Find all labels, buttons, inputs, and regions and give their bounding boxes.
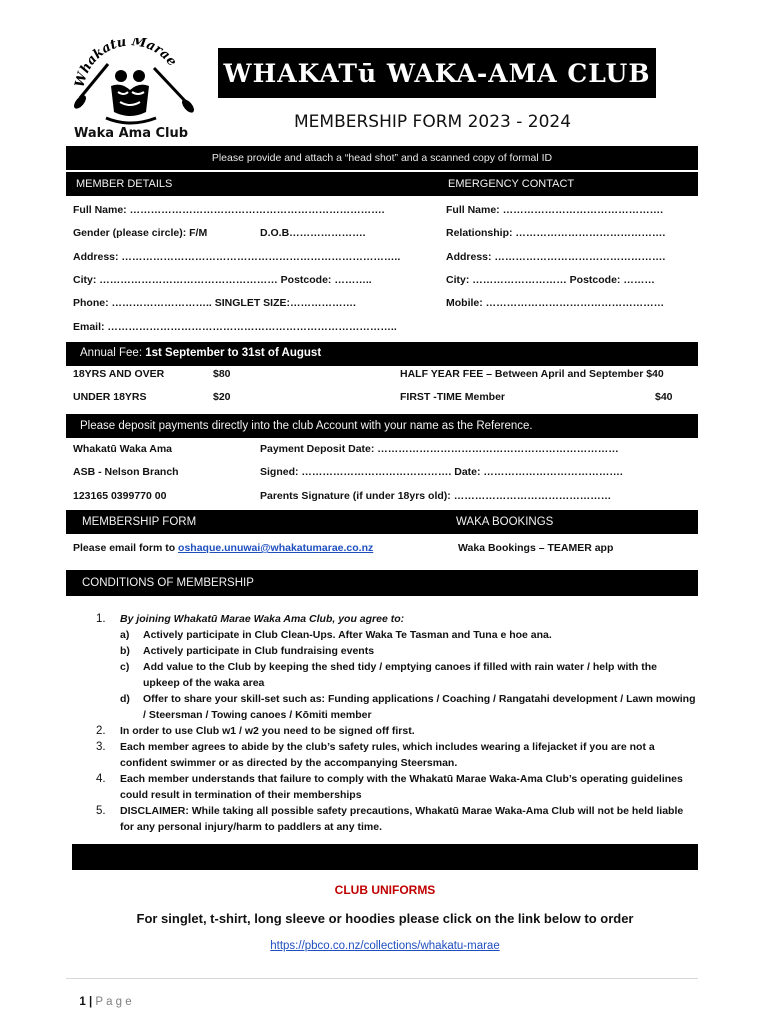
- membership-bar: [66, 510, 698, 534]
- payment-deposit-date-field[interactable]: Payment Deposit Date: ……………………………………………………………: [260, 443, 619, 455]
- condition-number: 1.: [96, 613, 106, 625]
- condition-text: Each member understands that failure to comply with the Whakatū Marae Waka-Ama Club’s operating guidelines could result in termination of their memberships: [120, 773, 683, 801]
- member-address-field[interactable]: Address: ……………………………………………………………………..: [73, 251, 401, 263]
- waka-ama-logo-icon: [66, 38, 196, 130]
- club-title-box: [218, 48, 656, 98]
- bank-branch: ASB - Nelson Branch: [73, 466, 179, 478]
- bank-account-number: 123165 0399770 00: [73, 490, 167, 502]
- member-details-heading: MEMBER DETAILS: [76, 178, 173, 190]
- footer-rule: [66, 978, 698, 979]
- form-title: MEMBERSHIP FORM 2023 - 2024: [294, 112, 572, 132]
- member-phone-field[interactable]: Phone: ……………………….. SINGLET SIZE:……………….: [73, 297, 356, 309]
- condition-1a: [96, 627, 696, 643]
- membership-form-heading: MEMBERSHIP FORM: [82, 516, 197, 528]
- condition-1d: [96, 691, 696, 723]
- uniforms-text: For singlet, t-shirt, long sleeve or hoodies please click on the link below to order: [136, 911, 634, 926]
- condition-letter: b): [120, 645, 130, 657]
- condition-text: Add value to the Club by keeping the shed tidy / emptying canoes if filled with rain water / help with the upkeep of the waka area: [143, 661, 657, 689]
- uniforms-heading: CLUB UNIFORMS: [334, 883, 436, 897]
- condition-text: Actively participate in Club fundraising events: [143, 645, 375, 657]
- annual-fee-bar: [66, 342, 698, 366]
- page-word: P a g e: [95, 996, 132, 1008]
- separator-bar: [72, 844, 698, 870]
- fee-first-time-amount: $40: [655, 391, 673, 403]
- condition-number: 5.: [96, 805, 106, 817]
- fee-adult-amount: $80: [213, 368, 231, 380]
- condition-number: 3.: [96, 741, 106, 753]
- condition-text: Each member agrees to abide by the club’s safety rules, which includes wearing a lifejacket if you are not a confident swimmer or as directed by the accompanying Steersman.: [120, 741, 655, 769]
- condition-text: By joining Whakatū Marae Waka Ama Club, you agree to:: [120, 613, 405, 625]
- fee-half-year: HALF YEAR FEE – Between April and September $40: [400, 368, 664, 380]
- emergency-mobile-field[interactable]: Mobile: ……………………………………………: [446, 297, 665, 309]
- condition-text: DISCLAIMER: While taking all possible safety precautions, Whakatū Marae Waka-Ama Club will not be held liable for any personal injury/harm to paddlers at any time.: [120, 805, 684, 833]
- membership-email-line: [73, 542, 373, 554]
- intro-bar: [66, 146, 698, 170]
- condition-letter: a): [120, 629, 130, 641]
- logo-arc-text: Whakatū Marae: [72, 38, 180, 90]
- uniforms-link[interactable]: https://pbco.co.nz/collections/whakatu-marae: [270, 940, 500, 952]
- member-gender-field[interactable]: Gender (please circle): F/M: [73, 227, 208, 239]
- conditions-heading: CONDITIONS OF MEMBERSHIP: [82, 577, 254, 589]
- svg-text:Whakatū Marae: [73, 38, 180, 89]
- membership-email-link[interactable]: oshaque.unuwai@whakatumarae.co.nz: [178, 542, 374, 554]
- parents-signature-field[interactable]: Parents Signature (if under 18yrs old): ………………………………………: [260, 490, 612, 502]
- annual-fee-period: 1st September to 31st of August: [145, 347, 322, 359]
- logo-subtitle: Waka Ama Club: [74, 126, 189, 141]
- member-email-field[interactable]: Email: ………………………………………………………………………..: [73, 321, 397, 333]
- deposit-text: Please deposit payments directly into the club Account with your name as the Reference.: [80, 420, 533, 432]
- condition-number: 4.: [96, 773, 106, 785]
- condition-text: In order to use Club w1 / w2 you need to be signed off first.: [120, 725, 415, 737]
- emergency-address-field[interactable]: Address: ………………………………………….: [446, 251, 666, 263]
- condition-letter: c): [120, 661, 130, 673]
- page-separator: |: [85, 996, 96, 1008]
- conditions-list: [96, 611, 696, 835]
- intro-text: Please provide and attach a “head shot” and a scanned copy of formal ID: [211, 152, 553, 164]
- condition-4: [96, 771, 696, 803]
- waka-bookings-heading: WAKA BOOKINGS: [456, 516, 554, 528]
- emergency-full-name-field[interactable]: Full Name: ……………………………………….: [446, 204, 664, 216]
- deposit-bar: [66, 414, 698, 438]
- condition-1: [96, 611, 696, 627]
- member-city-field[interactable]: City: …………………………………………… Postcode: ………..: [73, 274, 372, 286]
- signed-date-field[interactable]: Signed: ……………………………………. Date: ………………………………….: [260, 466, 623, 478]
- emergency-city-field[interactable]: City: ……………………… Postcode: ………: [446, 274, 655, 286]
- page-number: 1: [79, 996, 86, 1008]
- member-dob-field[interactable]: D.O.B………………….: [260, 227, 366, 239]
- condition-2: [96, 723, 696, 739]
- fee-first-time-label: FIRST -TIME Member: [400, 391, 506, 403]
- details-bar: [66, 172, 698, 196]
- club-logo: [66, 38, 196, 130]
- condition-number: 2.: [96, 725, 106, 737]
- condition-5: [96, 803, 696, 835]
- bank-account-name: Whakatū Waka Ama: [73, 443, 172, 455]
- condition-text: Offer to share your skill-set such as: Funding applications / Coaching / Rangatahi development / Lawn mowing / Steersman / Towing canoes / Kōmiti member: [143, 693, 696, 721]
- club-title: WHAKATū WAKA-AMA CLUB: [223, 59, 651, 88]
- conditions-bar: [66, 570, 698, 596]
- emergency-contact-heading: EMERGENCY CONTACT: [448, 178, 575, 190]
- page-footer: [73, 984, 132, 1008]
- condition-1c: [96, 659, 696, 691]
- fee-youth-label: UNDER 18YRS: [73, 391, 147, 403]
- condition-letter: d): [120, 693, 130, 705]
- annual-fee-prefix: Annual Fee:: [80, 347, 146, 359]
- fee-youth-amount: $20: [213, 391, 231, 403]
- condition-3: [96, 739, 696, 771]
- uniforms-link-wrap: [0, 940, 770, 952]
- waka-bookings-text: Waka Bookings – TEAMER app: [458, 542, 614, 554]
- emergency-relationship-field[interactable]: Relationship: …………………………………….: [446, 227, 666, 239]
- fee-adult-label: 18YRS AND OVER: [73, 368, 165, 380]
- member-full-name-field[interactable]: Full Name: ……………………………………………………………….: [73, 204, 385, 216]
- condition-1b: [96, 643, 696, 659]
- condition-text: Actively participate in Club Clean-Ups. After Waka Te Tasman and Tuna e hoe ana.: [143, 629, 552, 641]
- membership-email-prefix: Please email form to: [73, 542, 179, 554]
